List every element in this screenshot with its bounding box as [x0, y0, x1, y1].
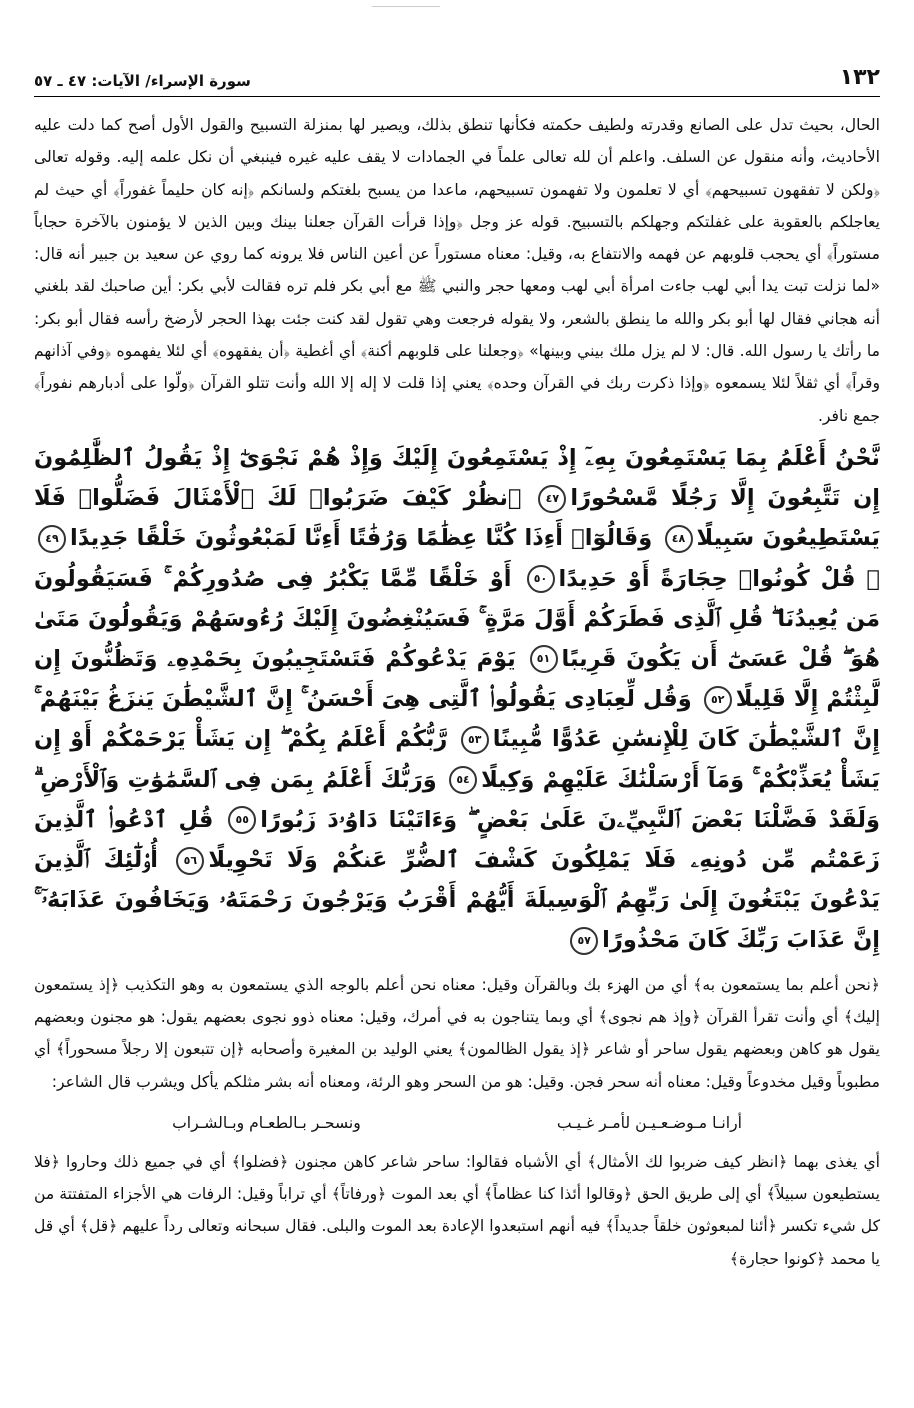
- verse-text: أُو۟لَٰٓئِكَ ٱلَّذِينَ يَدْعُونَ يَبْتَغُونَ إِلَىٰ رَبِّهِمُ ٱلْوَسِيلَةَ أَيُّهُمْ أَقْرَبُ وَيَرْجُونَ رَحْمَتَهُۥ وَيَخَافُونَ عَذَابَهُۥٓ ۚ إِنَّ عَذَابَ رَبِّكَ كَانَ مَحْذُورًا: [34, 847, 880, 954]
- ayah-number-marker: ٥١: [530, 645, 558, 673]
- ayah-number-marker: ٥٣: [461, 726, 489, 754]
- ayah-number-marker: ٥٧: [570, 927, 598, 955]
- verse-text: وَقُل لِّعِبَادِى يَقُولُوا۟ ٱلَّتِى هِىَ أَحْسَنُ ۚ إِنَّ ٱلشَّيْطَٰنَ يَنزَغُ بَيْنَهُمْ ۚ إِنَّ ٱلشَّيْطَٰنَ كَانَ لِلْإِنسَٰنِ عَدُوًّا مُّبِينًا: [34, 686, 880, 753]
- commentary-top: الحال، بحيث تدل على الصانع وقدرته ولطيف حكمته فكأنها تنطق بذلك، ويصير لها بمنزلة التسبيح والقول الأول أصح كما دلت عليه الأحاديث، وأنه منقول عن السلف. واعلم أن لله تعالى علماً في الجمادات لا يقف عليه غيره فينبغي أن نكل علمه إليه. وقوله تعالى ﴿ولكن لا تفقهون تسبيحهم﴾ أي لا تعلمون ولا تفهمون تسبيحهم، ماعدا من يسبح بلغتكم ولسانكم ﴿إنه كان حليماً غفوراً﴾ أي حيث لم يعاجلكم بالعقوبة على غفلتكم وجهلكم بالتسبيح. قوله عز وجل ﴿وإذا قرأت القرآن جعلنا بينك وبين الذين لا يؤمنون بالآخرة حجاباً مستوراً﴾ أي يحجب قلوبهم عن فهمه والانتفاع به، وقيل: معناه مستوراً عن أعين الناس فلا يرونه كما روي عن سعيد بن جبير أنه قال: «لما نزلت تبت يدا أبي لهب جاءت امرأة أبي لهب ومعها حجر والنبي ﷺ مع أبي بكر فلم تره فقالت لأبي بكر: أين صاحبك لقد بلغني أنه هجاني فقال لها أبو بكر والله ما ينطق بالشعر، ولا يقوله فرجعت وهي تقول لقد كنت جئت بهذا الحجر لأرضخ رأسه فقال أبو بكر: ما رأتك يا رسول الله. قال: لا لم يزل ملك بيني وبينها» ﴿وجعلنا على قلوبهم أكنة﴾ أي أغطية ﴿أن يفقهوه﴾ أي لئلا يفهموه ﴿وفي آذانهم وقراً﴾ أي ثقلاً لئلا يسمعوه ﴿وإذا ذكرت ربك في القرآن وحده﴾ يعني إذا قلت لا إله إلا الله وأنت تتلو القرآن ﴿ولّوا على أدبارهم نفوراً﴾ جمع نافر.: [34, 116, 880, 425]
- top-rule-mark: [372, 6, 440, 7]
- ayah-number-marker: ٤٧: [538, 485, 566, 513]
- ayah-number-marker: ٥٠: [527, 565, 555, 593]
- verse-text: نَّحْنُ أَعْلَمُ بِمَا يَسْتَمِعُونَ بِهِۦٓ إِذْ يَسْتَمِعُونَ إِلَيْكَ وَإِذْ هُمْ نَجْوَىٰٓ إِذْ يَقُولُ ٱلظَّٰلِمُونَ إِن تَتَّبِعُونَ إِلَّا رَجُلًا مَّسْحُورًا: [34, 444, 880, 512]
- ayah-number-marker: ٥٦: [176, 847, 204, 875]
- verse-text: ٱنظُرْ كَيْفَ ضَرَبُوا۟ لَكَ ٱلْأَمْثَالَ فَضَلُّوا۟ فَلَا يَسْتَطِيعُونَ سَبِيلًا: [34, 485, 880, 552]
- poem-first-hemistich: أرانـا مـوضـعـيـن لأمـر غـيـب: [556, 1113, 742, 1132]
- ayah-number-marker: ٥٤: [449, 766, 477, 794]
- verse-text: ۞ قُلْ كُونُوا۟ حِجَارَةً أَوْ حَدِيدًا: [558, 565, 880, 592]
- poem-second-hemistich: ونسحـر بـالطعـام وبـالشـراب: [172, 1113, 361, 1132]
- verse-text: قُلِ ٱدْعُوا۟ ٱلَّذِينَ زَعَمْتُم مِّن دُونِهِۦ فَلَا يَمْلِكُونَ كَشْفَ ٱلضُّرِّ عَنكُمْ وَلَا تَحْوِيلًا: [34, 806, 880, 873]
- verse-text: وَرَبُّكَ أَعْلَمُ بِمَن فِى ٱلسَّمَٰوَٰتِ وَٱلْأَرْضِ ۗ وَلَقَدْ فَضَّلْنَا بَعْضَ ٱلنَّبِيِّۦنَ عَلَىٰ بَعْضٍ ۖ وَءَاتَيْنَا دَاوُۥدَ زَبُورًا: [34, 766, 880, 833]
- commentary-middle: ﴿نحن أعلم بما يستمعون به﴾ أي من الهزء بك وبالقرآن وقيل: معناه نحن أعلم بالوجه الذي يستمعون به وهو التكذيب ﴿إذ يستمعون إليك﴾ أي وأنت تقرأ القرآن ﴿وإذ هم نجوى﴾ أي وبما يتناجون به في أمرك، وقيل: معناه ذوو نجوى بعضهم يقول: هو مجنون وبعضهم يقول هو كاهن وبعضهم يقول ساحر أو شاعر ﴿إذ يقول الظالمون﴾ يعني الوليد بن المغيرة وأصحابه ﴿إن تتبعون إلا رجلاً مسحوراً﴾ أي مطبوباً وقيل مخدوعاً وقيل: معناه أنه سحر فجن. وقيل: هو من السحر وهو الرئة، ومعناه أنه بشر مثلكم يأكل ويشرب قال الشاعر:: [34, 975, 880, 1091]
- verse-text: رَّبُّكُمْ أَعْلَمُ بِكُمْ ۖ إِن يَشَأْ يَرْحَمْكُمْ أَوْ إِن يَشَأْ يُعَذِّبْكُمْ ۚ وَمَآ أَرْسَلْنَٰكَ عَلَيْهِمْ وَكِيلًا: [34, 726, 880, 793]
- verse-text: أَوْ خَلْقًا مِّمَّا يَكْبُرُ فِى صُدُورِكُمْ ۚ فَسَيَقُولُونَ مَن يُعِيدُنَا ۖ قُلِ ٱلَّذِى فَطَرَكُمْ أَوَّلَ مَرَّةٍ ۚ فَسَيُنْغِضُونَ إِلَيْكَ رُءُوسَهُمْ وَيَقُولُونَ مَتَىٰ هُوَ ۖ قُلْ عَسَىٰٓ أَن يَكُونَ قَرِيبًا: [34, 565, 880, 672]
- verse-text: وَقَالُوٓا۟ أَءِذَا كُنَّا عِظَٰمًا وَرُفَٰتًا أَءِنَّا لَمَبْعُوثُونَ خَلْقًا جَدِيدًا: [70, 525, 653, 552]
- ayah-number-marker: ٥٢: [704, 686, 732, 714]
- ayah-number-marker: ٤٨: [665, 525, 693, 553]
- ayah-number-marker: ٤٩: [38, 525, 66, 553]
- book-page: [34, 62, 880, 1275]
- running-title: سورة الإسراء/ الآيات: ٤٧ ـ ٥٧: [34, 72, 251, 90]
- page-header: [34, 62, 880, 97]
- page-number: ١٣٢: [839, 65, 880, 90]
- poem-verse: [74, 1114, 840, 1132]
- quran-verses: [34, 438, 880, 961]
- ayah-number-marker: ٥٥: [228, 806, 256, 834]
- verse-text: يَوْمَ يَدْعُوكُمْ فَتَسْتَجِيبُونَ بِحَمْدِهِۦ وَتَظُنُّونَ إِن لَّبِثْتُمْ إِلَّا قَلِيلًا: [34, 645, 880, 713]
- commentary-bottom: أي يغذى بهما ﴿انظر كيف ضربوا لك الأمثال﴾ أي الأشباه فقالوا: ساحر شاعر كاهن مجنون ﴿فضلوا﴾ أي في جميع ذلك وحاروا ﴿فلا يستطيعون سبيلاً﴾ أي إلى طريق الحق ﴿وقالوا أئذا كنا عظاماً﴾ أي بعد الموت ﴿ورفاتاً﴾ أي تراباً وقيل: الرفات هي الأجزاء المتفتتة من كل شيء تكسر ﴿أئنا لمبعوثون خلقاً جديداً﴾ فيه أنهم استبعدوا الإعادة بعد الموت والبلى. فقال سبحانه وتعالى رداً عليهم ﴿قل﴾ أي قل يا محمد ﴿كونوا حجارة﴾: [34, 1152, 880, 1268]
